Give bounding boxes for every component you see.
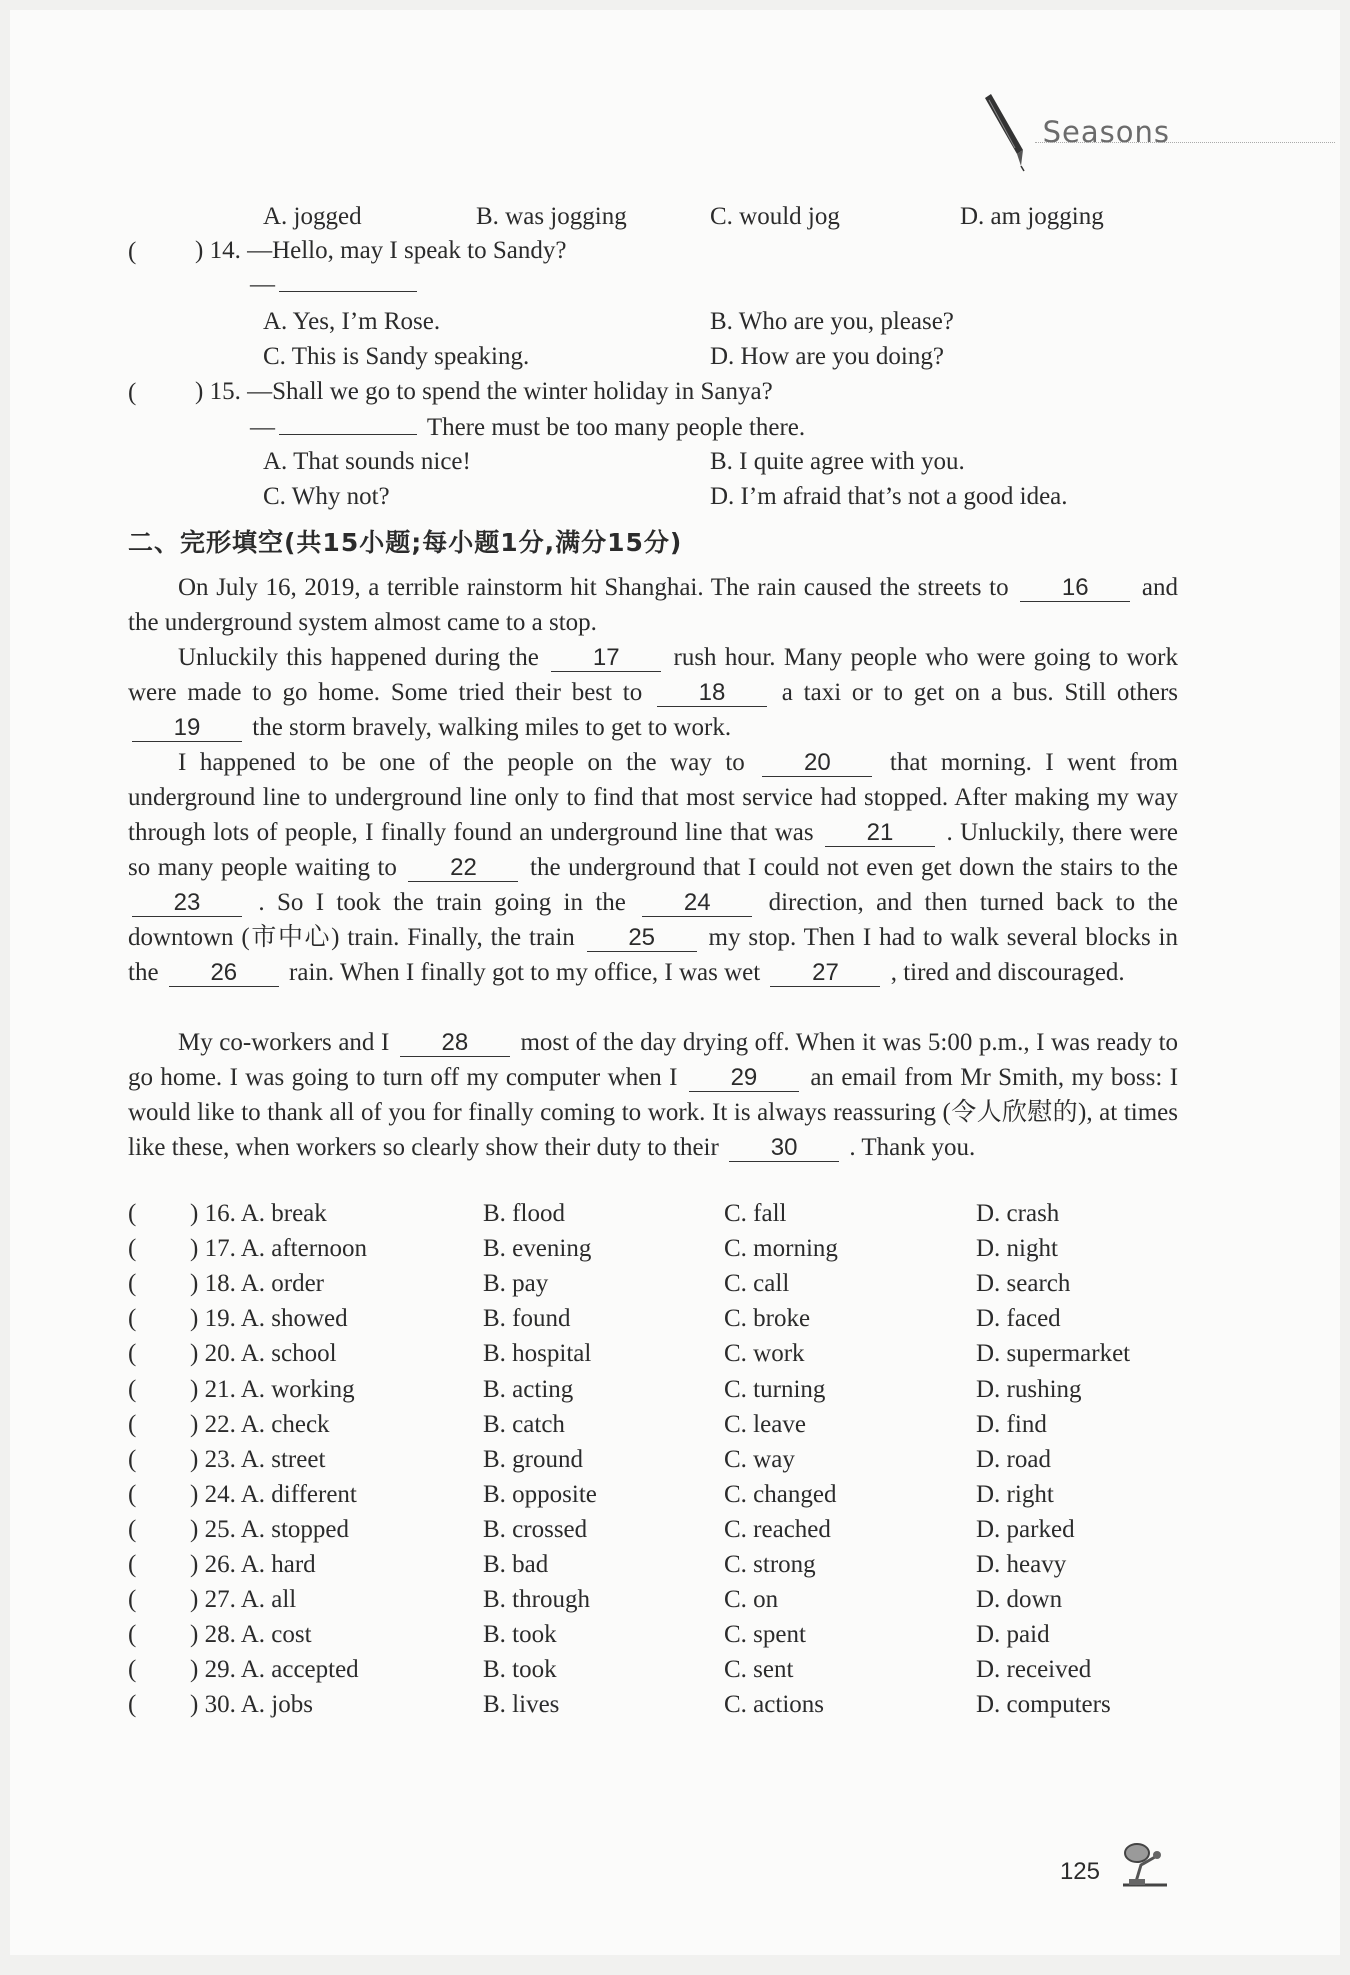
option-d[interactable]: D. crash bbox=[976, 1200, 1060, 1227]
q13-option-b: B. was jogging bbox=[476, 203, 627, 230]
option-row bbox=[128, 1551, 1228, 1586]
option-d[interactable]: D. supermarket bbox=[976, 1340, 1131, 1368]
blank-29[interactable]: 29 bbox=[689, 1065, 799, 1092]
passage-text: most of the day drying off. When it was 5:00 p.m., I was ready to go home. I was going to turn off my computer when I bbox=[128, 1029, 1179, 1091]
blank-24[interactable]: 24 bbox=[642, 890, 752, 917]
answer-paren[interactable]: ( bbox=[128, 1305, 137, 1333]
pen-icon bbox=[977, 92, 1037, 172]
option-c[interactable]: C. spent bbox=[724, 1621, 806, 1649]
header-title: Seasons bbox=[1042, 115, 1170, 149]
passage-text: On July 16, 2019, a terrible rainstorm hit Shanghai. The rain caused the streets to bbox=[178, 574, 1009, 601]
q14-question: ) 14. —Hello, may I speak to Sandy? bbox=[195, 237, 567, 264]
passage-text: rain. When I finally got to my office, I was wet bbox=[289, 959, 761, 986]
option-d[interactable]: D. heavy bbox=[976, 1551, 1067, 1578]
q15-reply-blank[interactable] bbox=[279, 434, 417, 435]
answer-paren[interactable]: ( bbox=[128, 1270, 137, 1298]
option-a[interactable]: ) 21. A. working bbox=[190, 1375, 355, 1403]
passage-text: that morning. I went from underground line to underground line only to find that most service had stopped. After making my way through lots of people, I finally found an underground line that was bbox=[128, 749, 1179, 846]
answer-paren[interactable]: ( bbox=[128, 1375, 137, 1403]
option-row bbox=[128, 1481, 1228, 1516]
q13-option-d: D. am jogging bbox=[960, 203, 1104, 230]
option-row bbox=[128, 1305, 1228, 1340]
passage-paragraph-4 bbox=[128, 1025, 1178, 1165]
desk-lamp-icon bbox=[1115, 1835, 1175, 1890]
answer-paren[interactable]: ( bbox=[128, 1410, 137, 1438]
option-c[interactable]: C. changed bbox=[724, 1480, 837, 1508]
blank-19[interactable]: 19 bbox=[132, 715, 242, 742]
option-c[interactable]: C. on bbox=[724, 1586, 779, 1614]
blank-18[interactable]: 18 bbox=[657, 680, 767, 707]
option-c[interactable]: C. actions bbox=[724, 1691, 824, 1719]
answer-paren[interactable]: ( bbox=[128, 1586, 137, 1614]
option-row bbox=[128, 1235, 1228, 1270]
passage-text: a taxi or to get on a bus. Still others bbox=[781, 679, 1179, 706]
passage-text: the storm bravely, walking miles to get to work. bbox=[252, 714, 732, 741]
answer-paren[interactable]: ( bbox=[128, 1235, 137, 1263]
section-2-title: 二、完形填空(共15小题;每小题1分,满分15分) bbox=[128, 528, 683, 557]
q14-answer-paren[interactable]: ( bbox=[128, 238, 137, 265]
option-c[interactable]: C. way bbox=[724, 1445, 795, 1473]
answer-paren[interactable]: ( bbox=[128, 1515, 137, 1543]
q14-reply-blank[interactable] bbox=[279, 291, 417, 292]
answer-paren[interactable]: ( bbox=[128, 1551, 137, 1578]
q13-options bbox=[128, 203, 1228, 238]
option-a[interactable]: ) 27. A. all bbox=[190, 1586, 297, 1614]
option-a[interactable]: ) 25. A. stopped bbox=[190, 1515, 350, 1543]
option-row bbox=[128, 1200, 1228, 1235]
passage-text: and the underground system almost came to a stop. bbox=[128, 574, 1178, 636]
option-row bbox=[128, 1446, 1228, 1481]
blank-30[interactable]: 30 bbox=[729, 1135, 839, 1162]
option-d[interactable]: D. road bbox=[976, 1445, 1051, 1473]
option-b[interactable]: B. ground bbox=[483, 1445, 583, 1473]
passage-text: the underground that I could not even get down the stairs to the bbox=[530, 854, 1179, 881]
option-c[interactable]: C. reached bbox=[724, 1515, 831, 1543]
passage-text: My co-workers and I bbox=[178, 1029, 390, 1056]
option-row bbox=[128, 1621, 1228, 1656]
passage-text: . Thank you. bbox=[849, 1134, 976, 1161]
option-c[interactable]: C. work bbox=[724, 1340, 805, 1368]
passage-text: , tired and discouraged. bbox=[890, 959, 1125, 986]
answer-paren[interactable]: ( bbox=[128, 1656, 137, 1684]
answer-paren[interactable]: ( bbox=[128, 1621, 137, 1649]
option-b[interactable]: B. found bbox=[483, 1305, 571, 1333]
option-d[interactable]: D. right bbox=[976, 1480, 1054, 1508]
blank-25[interactable]: 25 bbox=[587, 925, 697, 952]
q14-reply-line bbox=[250, 270, 421, 300]
answer-paren[interactable]: ( bbox=[128, 1480, 137, 1508]
option-d[interactable]: D. find bbox=[976, 1410, 1047, 1438]
blank-21[interactable]: 21 bbox=[825, 820, 935, 847]
option-a[interactable]: ) 23. A. street bbox=[190, 1445, 326, 1473]
passage-paragraph-2 bbox=[128, 640, 1178, 745]
option-c[interactable]: C. sent bbox=[724, 1656, 794, 1684]
passage-text: my stop. Then I had to walk several blocks in the bbox=[128, 924, 1178, 986]
q14-reply-dash: — bbox=[250, 271, 275, 298]
q15-reply-dash: — bbox=[250, 414, 275, 441]
q15-reply-line bbox=[250, 413, 805, 443]
blank-26[interactable]: 26 bbox=[169, 960, 279, 987]
passage-text: . Unluckily, there were so many people waiting to bbox=[128, 819, 1179, 881]
q14-option-c: C. This is Sandy speaking. bbox=[263, 343, 530, 370]
option-b[interactable]: B. bad bbox=[483, 1551, 549, 1578]
passage-text: an email from Mr Smith, my boss: I would like to thank all of you for finally coming to work. It is always reassuring (令人欣慰的), at times like these, when workers so clearly show their duty to their bbox=[128, 1064, 1179, 1161]
option-b[interactable]: B. evening bbox=[483, 1235, 592, 1263]
option-b[interactable]: B. opposite bbox=[483, 1480, 597, 1508]
q15-option-d: D. I’m afraid that’s not a good idea. bbox=[710, 483, 1068, 510]
q15-options-row1 bbox=[128, 448, 1228, 483]
passage-paragraph-3 bbox=[128, 745, 1178, 990]
option-a[interactable]: ) 20. A. school bbox=[190, 1340, 337, 1368]
option-b[interactable]: B. took bbox=[483, 1656, 557, 1684]
option-d[interactable]: D. computers bbox=[976, 1691, 1111, 1719]
option-a[interactable]: ) 26. A. hard bbox=[190, 1551, 316, 1578]
answer-paren[interactable]: ( bbox=[128, 1445, 137, 1473]
answer-paren[interactable]: ( bbox=[128, 1340, 137, 1368]
option-c[interactable]: C. fall bbox=[724, 1200, 787, 1227]
option-row bbox=[128, 1270, 1228, 1305]
option-b[interactable]: B. lives bbox=[483, 1691, 560, 1719]
option-row bbox=[128, 1586, 1228, 1621]
q15-options-row2 bbox=[128, 483, 1228, 518]
blank-16[interactable]: 16 bbox=[1020, 575, 1130, 602]
option-a[interactable]: ) 30. A. jobs bbox=[190, 1691, 313, 1719]
blank-28[interactable]: 28 bbox=[400, 1030, 510, 1057]
q15-reply-text: There must be too many people there. bbox=[426, 414, 806, 441]
q15-answer-paren[interactable]: ( bbox=[128, 379, 137, 406]
option-d[interactable]: D. down bbox=[976, 1586, 1063, 1614]
option-a[interactable]: ) 29. A. accepted bbox=[190, 1656, 359, 1684]
option-b[interactable]: B. pay bbox=[483, 1270, 549, 1298]
q14-option-b: B. Who are you, please? bbox=[710, 308, 954, 335]
option-c[interactable]: C. broke bbox=[724, 1305, 811, 1333]
option-row bbox=[128, 1411, 1228, 1446]
blank-20[interactable]: 20 bbox=[762, 750, 872, 777]
option-c[interactable]: C. morning bbox=[724, 1235, 838, 1263]
q14-option-d: D. How are you doing? bbox=[710, 343, 944, 370]
answer-paren[interactable]: ( bbox=[128, 1200, 137, 1227]
passage-text: Unluckily this happened during the bbox=[178, 644, 539, 671]
q15-option-c: C. Why not? bbox=[263, 483, 390, 510]
option-b[interactable]: B. flood bbox=[483, 1200, 565, 1227]
passage-paragraph-1 bbox=[128, 570, 1178, 640]
option-a[interactable]: ) 28. A. cost bbox=[190, 1621, 312, 1649]
header-divider bbox=[1035, 142, 1335, 143]
option-c[interactable]: C. call bbox=[724, 1270, 790, 1298]
option-d[interactable]: D. search bbox=[976, 1270, 1071, 1298]
option-d[interactable]: D. paid bbox=[976, 1621, 1050, 1649]
option-a[interactable]: ) 24. A. different bbox=[190, 1480, 357, 1508]
option-b[interactable]: B. through bbox=[483, 1586, 590, 1614]
blank-23[interactable]: 23 bbox=[132, 890, 242, 917]
worksheet-page bbox=[10, 10, 1340, 1955]
option-row bbox=[128, 1516, 1228, 1551]
q15-option-b: B. I quite agree with you. bbox=[710, 448, 965, 475]
option-a[interactable]: ) 19. A. showed bbox=[190, 1305, 348, 1333]
option-b[interactable]: B. hospital bbox=[483, 1340, 592, 1368]
passage-text: . So I took the train going in the bbox=[258, 889, 626, 916]
passage-text: direction, and then turned back to the downtown (市中心) train. Finally, the train bbox=[128, 889, 1179, 951]
q13-option-c: C. would jog bbox=[710, 203, 840, 230]
q14-options-row1 bbox=[128, 308, 1228, 343]
q15-option-a: A. That sounds nice! bbox=[263, 448, 471, 475]
option-a[interactable]: ) 18. A. order bbox=[190, 1270, 324, 1298]
option-row bbox=[128, 1691, 1228, 1726]
passage-text: rush hour. Many people who were going to work were made to go home. Some tried their best to bbox=[128, 644, 1178, 706]
option-row bbox=[128, 1656, 1228, 1691]
option-row bbox=[128, 1376, 1228, 1411]
option-c[interactable]: C. leave bbox=[724, 1410, 806, 1438]
option-d[interactable]: D. faced bbox=[976, 1305, 1061, 1333]
option-c[interactable]: C. strong bbox=[724, 1551, 816, 1578]
option-a[interactable]: ) 16. A. break bbox=[190, 1200, 327, 1227]
blank-17[interactable]: 17 bbox=[551, 645, 661, 672]
option-d[interactable]: D. night bbox=[976, 1235, 1058, 1263]
option-row bbox=[128, 1340, 1228, 1375]
option-b[interactable]: B. crossed bbox=[483, 1515, 588, 1543]
q14-option-a: A. Yes, I’m Rose. bbox=[263, 308, 441, 335]
option-d[interactable]: D. rushing bbox=[976, 1375, 1082, 1403]
q13-option-a: A. jogged bbox=[263, 203, 362, 230]
option-c[interactable]: C. turning bbox=[724, 1375, 826, 1403]
option-a[interactable]: ) 17. A. afternoon bbox=[190, 1235, 368, 1263]
page-header bbox=[977, 92, 1170, 172]
option-d[interactable]: D. parked bbox=[976, 1515, 1075, 1543]
page-number: 125 bbox=[1059, 1858, 1100, 1885]
option-b[interactable]: B. acting bbox=[483, 1375, 574, 1403]
blank-22[interactable]: 22 bbox=[408, 855, 518, 882]
q15-question: ) 15. —Shall we go to spend the winter holiday in Sanya? bbox=[195, 378, 773, 405]
answer-paren[interactable]: ( bbox=[128, 1691, 137, 1719]
passage-text: I happened to be one of the people on the way to bbox=[178, 749, 745, 776]
option-b[interactable]: B. took bbox=[483, 1621, 557, 1649]
option-a[interactable]: ) 22. A. check bbox=[190, 1410, 330, 1438]
q14-options-row2 bbox=[128, 343, 1228, 378]
option-b[interactable]: B. catch bbox=[483, 1410, 565, 1438]
blank-27[interactable]: 27 bbox=[770, 960, 880, 987]
option-d[interactable]: D. received bbox=[976, 1656, 1092, 1684]
